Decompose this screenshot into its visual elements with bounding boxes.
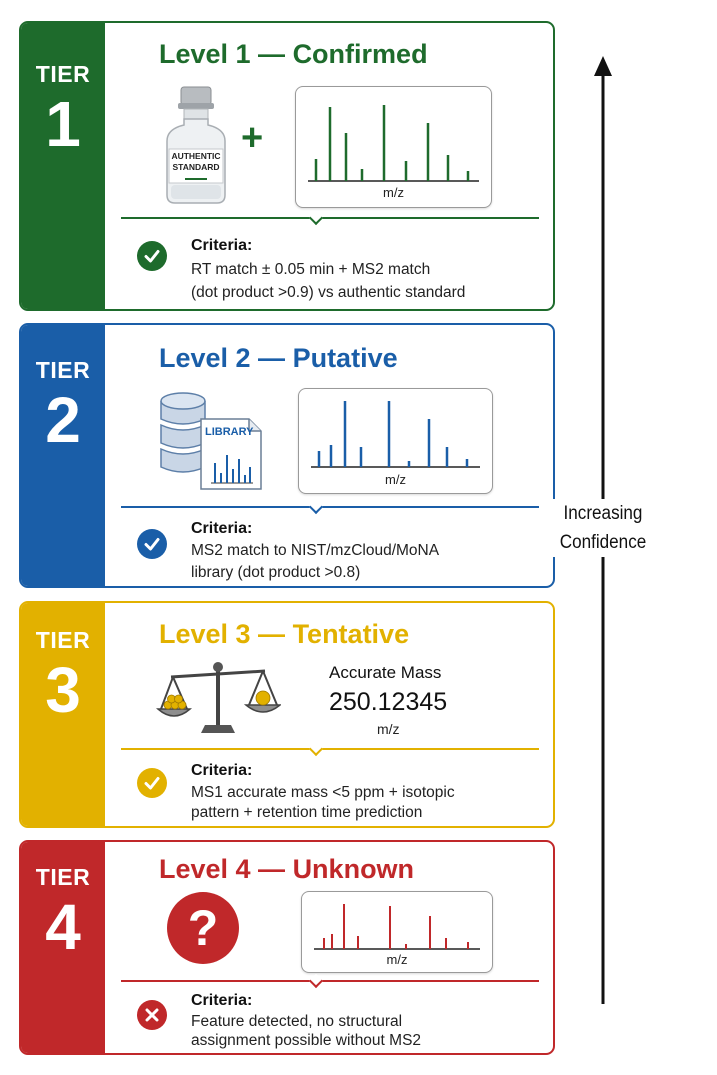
library-label: LIBRARY <box>205 426 254 438</box>
tier-1-title: Level 1 — Confirmed <box>159 39 428 69</box>
tier-3-band <box>21 603 105 826</box>
tier-3-criteria-line2: pattern + retention time prediction <box>191 804 423 821</box>
accurate-mass-label: Accurate Mass <box>329 663 442 682</box>
accurate-mass-value: 250.12345 <box>329 688 448 716</box>
tier-3-criteria-line1: MS1 accurate mass <5 ppm + isotopic <box>191 784 455 801</box>
database-icon <box>157 389 267 493</box>
confidence-label-line2: Confidence <box>559 532 647 553</box>
tier-2-card <box>19 323 555 588</box>
tier-1-word: TIER <box>35 61 91 87</box>
tier-2-divider <box>121 506 539 508</box>
question-mark-glyph: ? <box>187 900 219 956</box>
tier-3-criteria-title: Criteria: <box>191 762 253 779</box>
tier-2-criteria-title: Criteria: <box>191 520 253 537</box>
tier-4-number: 4 <box>45 891 81 963</box>
tier-4-divider-notch <box>309 974 323 988</box>
tier-2-check-icon <box>137 529 167 559</box>
tier-3-check-icon <box>137 768 167 798</box>
tier-4-word: TIER <box>35 864 91 890</box>
plus-sign: + <box>241 117 264 159</box>
tier-2-word: TIER <box>35 357 91 383</box>
tier-1-divider <box>121 217 539 219</box>
tier-1-card <box>19 21 555 311</box>
balance-scale-icon <box>155 657 281 737</box>
vial-label-line1: AUTHENTIC <box>171 151 221 161</box>
confidence-label-line1: Increasing <box>563 503 643 524</box>
tier-2-number: 2 <box>45 384 81 456</box>
confidence-axis-label <box>549 499 657 557</box>
tier-1-spectrum <box>295 86 492 208</box>
accurate-mass-unit: m/z <box>377 721 400 737</box>
tier-2-criteria-line2: library (dot product >0.8) <box>191 564 361 581</box>
tier-4-band <box>21 842 105 1053</box>
tier-2-spectrum <box>298 388 493 494</box>
tier-3-card <box>19 601 555 828</box>
tier-1-divider-notch <box>309 211 323 225</box>
vial-icon <box>163 85 229 205</box>
tier-1-criteria-title: Criteria: <box>191 237 253 254</box>
vial-label-line2: STANDARD <box>172 162 220 172</box>
tier-3-title: Level 3 — Tentative <box>159 619 410 649</box>
question-mark-icon <box>167 892 239 964</box>
tier-1-number: 1 <box>45 88 81 160</box>
tier-2-criteria-line1: MS2 match to NIST/mzCloud/MoNA <box>191 542 440 559</box>
tier-4-card <box>19 840 555 1055</box>
tier-3-divider-notch <box>309 742 323 756</box>
tier-3-word: TIER <box>35 627 91 653</box>
tier-4-mz-label: m/z <box>386 952 408 967</box>
tier-3-number: 3 <box>45 654 81 726</box>
tier-1-criteria-line2: (dot product >0.9) vs authentic standard <box>191 284 466 301</box>
tier-2-divider-notch <box>309 500 323 514</box>
tier-4-divider <box>121 980 539 982</box>
tier-2-mz-label: m/z <box>385 472 406 487</box>
tier-4-title: Level 4 — Unknown <box>159 854 415 884</box>
tier-4-criteria-title: Criteria: <box>191 992 253 1009</box>
tier-4-criteria-line2: assignment possible without MS2 <box>191 1032 422 1049</box>
tier-4-x-icon <box>137 1000 167 1030</box>
tier-1-band <box>21 23 105 309</box>
tier-4-criteria-line1: Feature detected, no structural <box>191 1013 403 1030</box>
tier-1-check-icon <box>137 241 167 271</box>
tier-3-divider <box>121 748 539 750</box>
tier-4-spectrum <box>301 891 493 973</box>
tier-2-band <box>21 325 105 586</box>
tier-1-mz-label: m/z <box>383 185 404 200</box>
tier-2-title: Level 2 — Putative <box>159 343 398 373</box>
tier-1-criteria-line1: RT match ± 0.05 min + MS2 match <box>191 261 431 278</box>
